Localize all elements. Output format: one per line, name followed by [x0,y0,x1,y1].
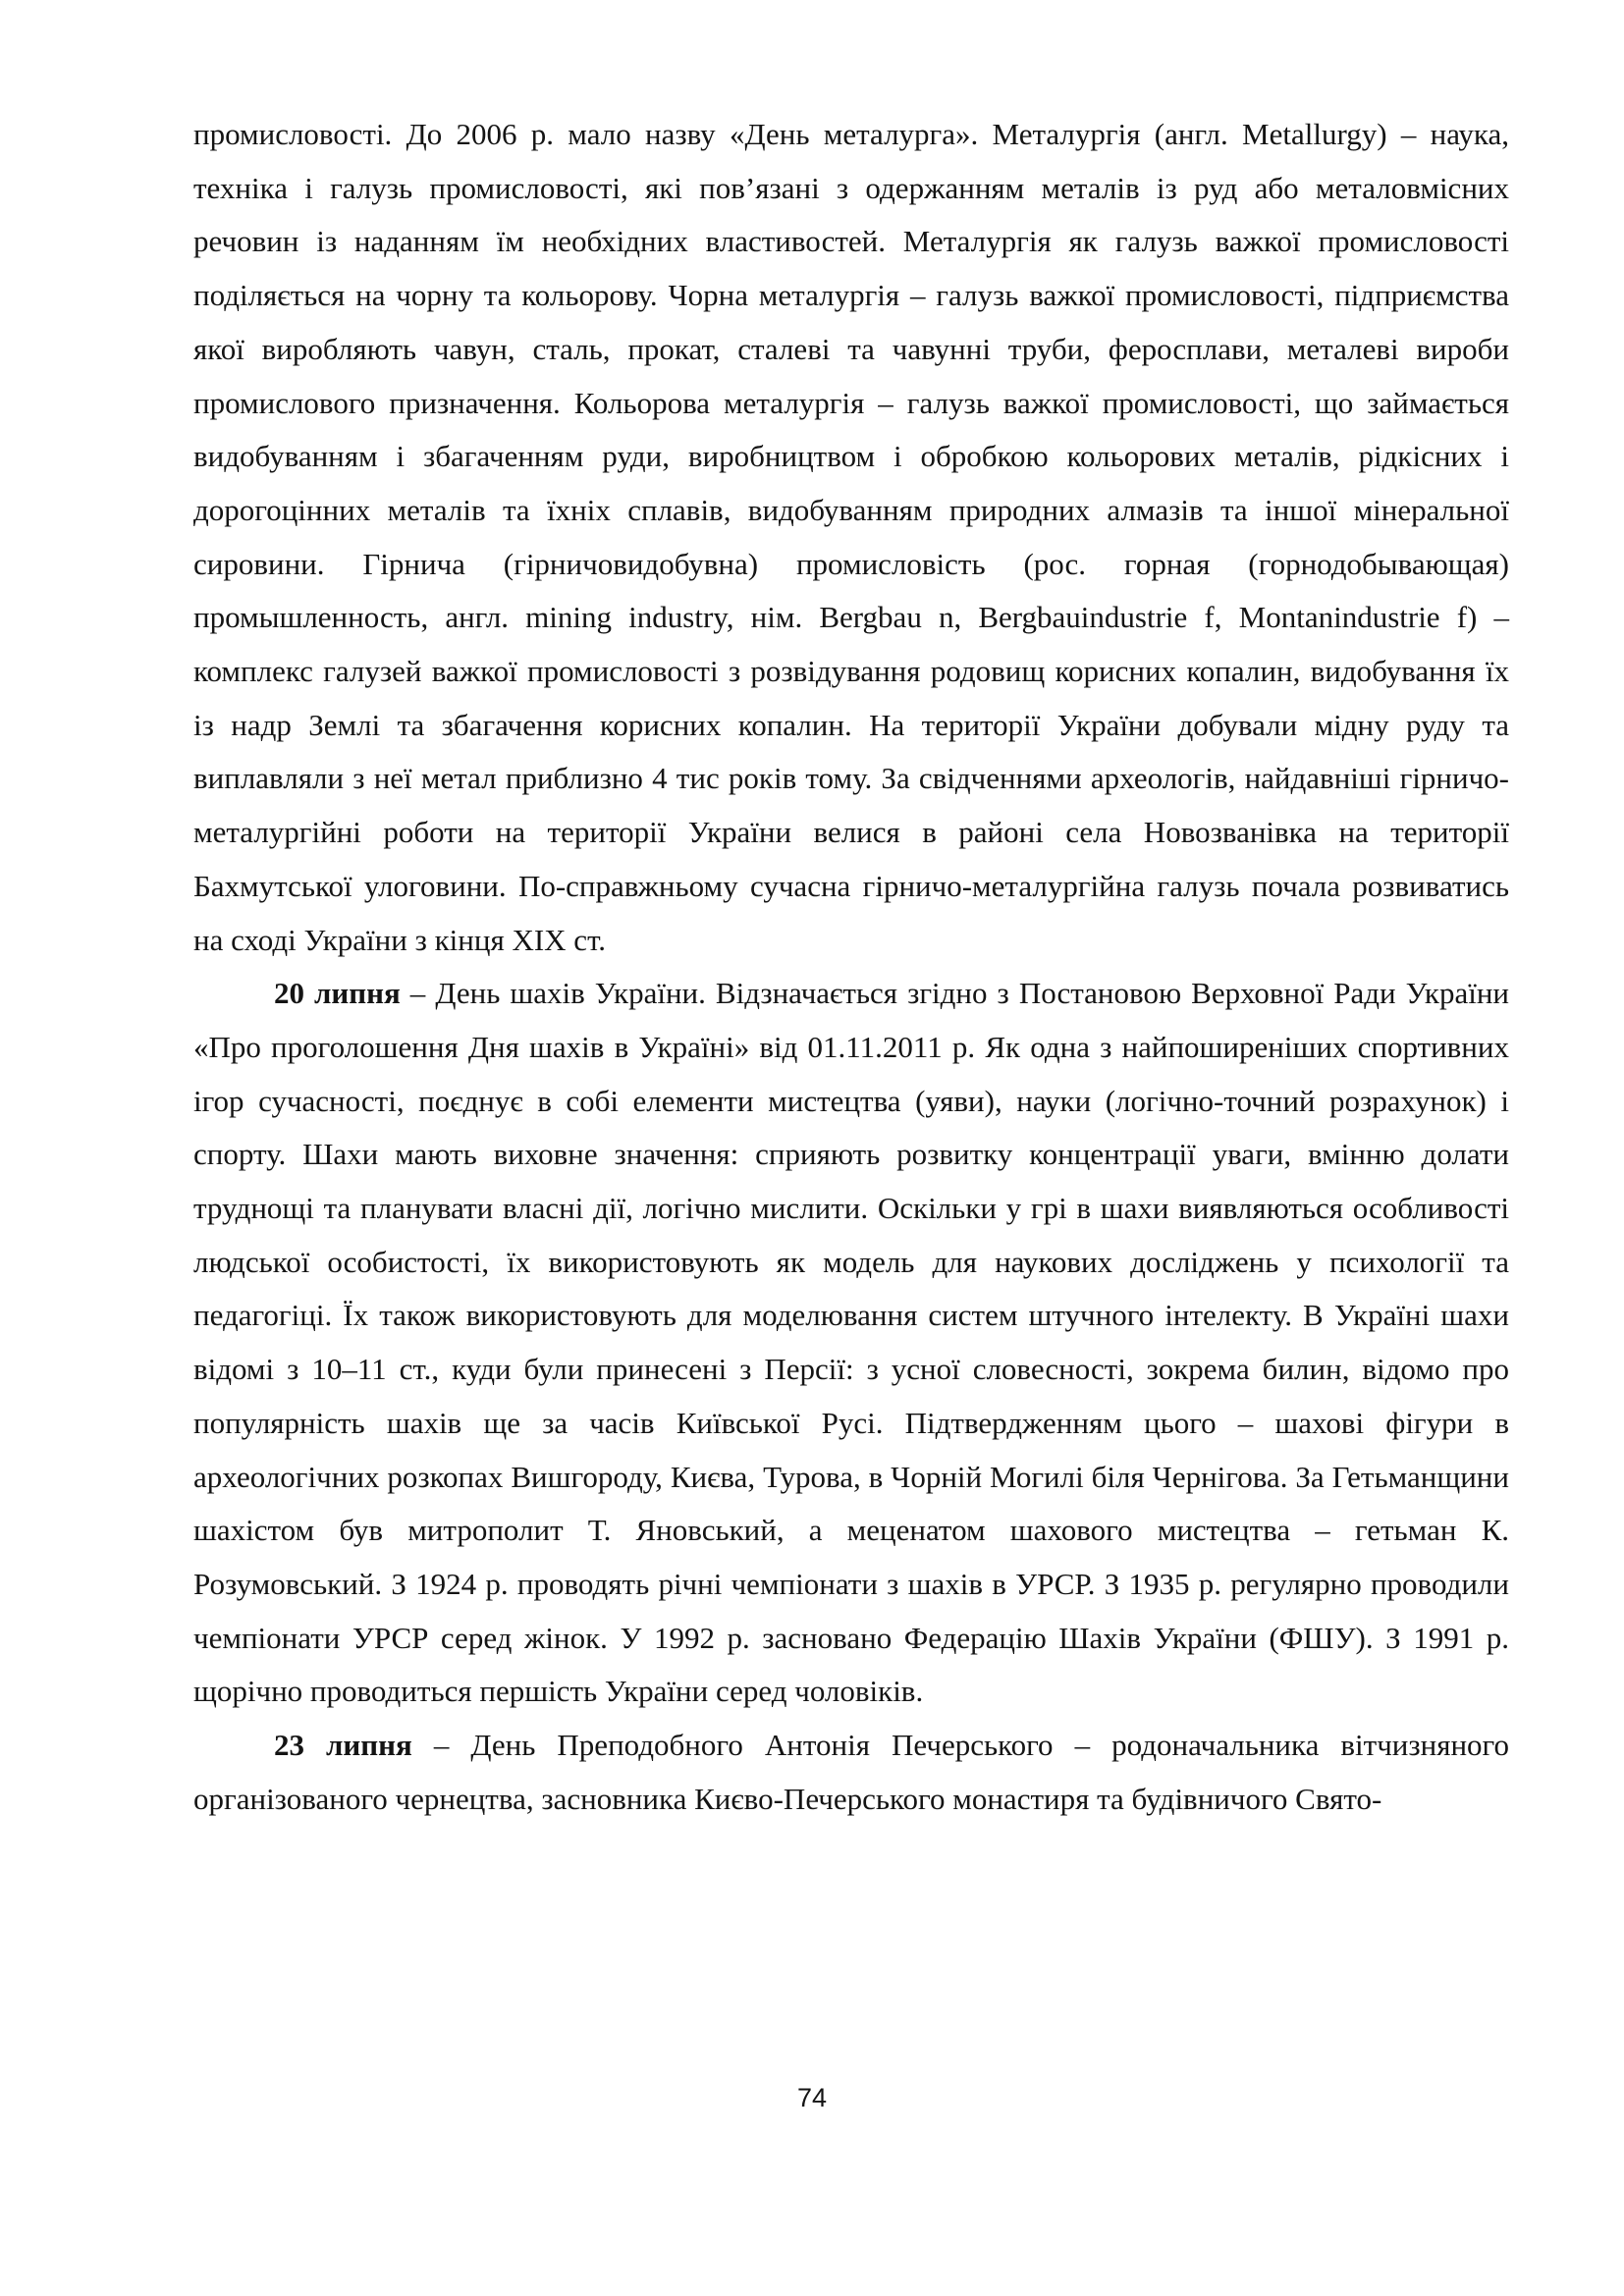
paragraph-antony-day [193,1719,1509,1826]
paragraph-text: – День шахів України. Відзначається згідно з Постановою Верховної Ради України «Про проголошення Дня шахів в Україні» від 01.11.2011 р. Як одна з найпоширеніших спортивних ігор сучасності, поєднує в собі елементи мистецтва (уяви), науки (логічно-точний розрахунок) і спорту. Шахи мають виховне значення: сприяють розвитку концентрації уваги, вмінню долати труднощі та планувати власні дії, логічно мислити. Оскільки у грі в шахи виявляються особливості людської особистості, їх використовують як модель для наукових досліджень у психології та педагогіці. Їх також використовують для моделювання систем штучного інтелекту. В Україні шахи відомі з 10–11 ст., куди були принесені з Персії: з усної словесності, зокрема билин, відомо про популярність шахів ще за часів Київської Русі. Підтвердженням цього – шахові фігури в археологічних розкопах Вишгороду, Києва, Турова, в Чорній Могилі біля Чернігова. За Гетьманщини шахістом був митрополит Т. Яновський, а меценатом шахового мистецтва – гетьман К. Розумовський. З 1924 р. проводять річні чемпіонати з шахів в УРСР. З 1935 р. регулярно проводили чемпіонати УРСР серед жінок. У 1992 р. засновано Федерацію Шахів України (ФШУ). З 1991 р. щорічно проводиться першість України серед чоловіків. [193,976,1509,1709]
paragraph-continuation [193,108,1509,967]
paragraph-text: промисловості. До 2006 р. мало назву «День металурга». Металургія (англ. Metallurgy) – наука, техніка і галузь промисловості, які пов’язані з одержанням металів із руд або металовмісних речовин із наданням їм необхідних властивостей. Металургія як галузь важкої промисловості поділяється на чорну та кольорову. Чорна металургія – галузь важкої промисловості, підприємства якої виробляють чавун, сталь, прокат, сталеві та чавунні труби, феросплави, металеві вироби промислового призначення. Кольорова металургія – галузь важкої промисловості, що займається видобуванням і збагаченням руди, виробництвом і обробкою кольорових металів, рідкісних і дорогоцінних металів та їхніх сплавів, видобуванням природних алмазів та іншої мінеральної сировини. Гірнича (гірничовидобувна) промисловість (рос. горная (горнодобывающая) промышленность, англ. mining industry, нім. Bergbau n, Bergbauindustrie f, Montanindustrie f) – комплекс галузей важкої промисловості з розвідування родовищ корисних копалин, видобування їх із надр Землі та збагачення корисних копалин. На території України добували мідну руду та виплавляли з неї метал приблизно 4 тис років тому. За свідченнями археологів, найдавніші гірничо-металургійні роботи на території України велися в районі села Новозванівка на території Бахмутської улоговини. По-справжньому сучасна гірничо-металургійна галузь почала розвиватись на сході України з кінця XIX ст. [193,117,1509,957]
paragraph-chess-day [193,967,1509,1719]
paragraph-text: – День Преподобного Антонія Печерського – родоначальника вітчизняного організованого чернецтва, засновника Києво-Печерського монастиря та будівничого Свято- [193,1728,1510,1816]
date-heading: 20 липня [274,976,401,1011]
date-heading: 23 липня [274,1728,412,1763]
page-number: 74 [796,2083,828,2112]
body-text [193,108,1509,1827]
